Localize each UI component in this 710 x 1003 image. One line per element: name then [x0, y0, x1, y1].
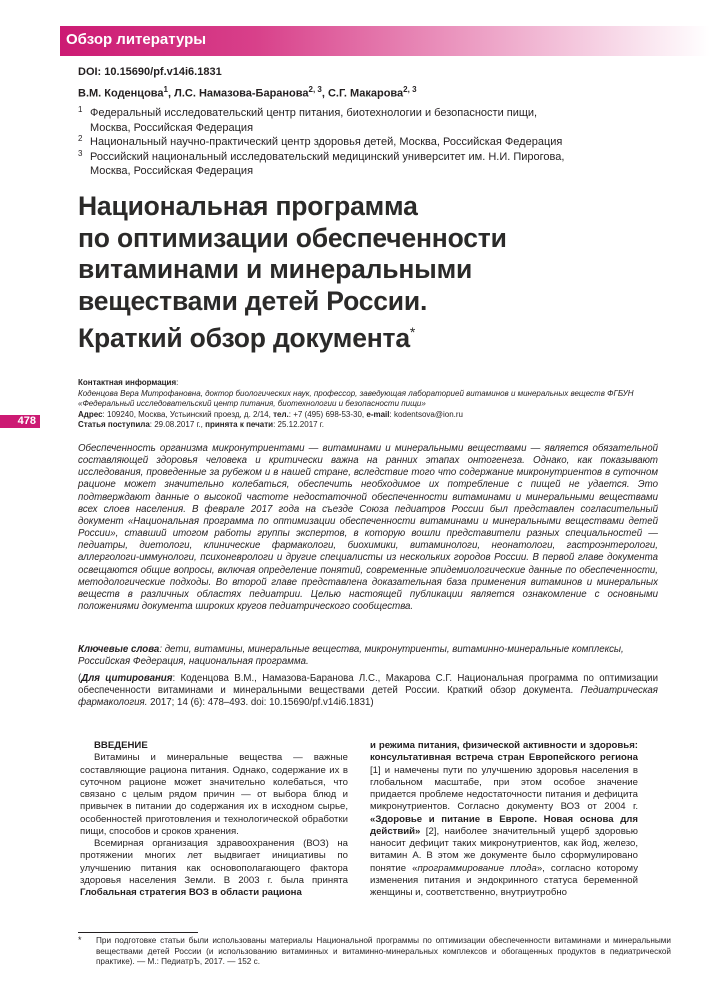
paragraph: и режима питания, физической активности и здоровья: консультативная встреча стран Европейского региона [1] и намечены пути по улучшению здоровья населения в глобальном масштабе, при этом особое значение придается проблеме недостаточности питания и дефицита микронутриентов. Согласно документу ВОЗ от 2004 г. «Здоровье и питание в Европе. Новая основа для действий» [2], наиболее значительный ущерб здоровью наносит дефицит таких микронутриентов, как йод, железо, витамин А. В этом же документе было сформулировано понятие «программирование плода», согласно которому изменения питания и эндокринного статуса беременной женщины и, соответственно, внутриутробно [370, 740, 639, 898]
keywords: Ключевые слова: дети, витамины, минеральные вещества, микронутриенты, витаминно-минеральные комплексы, Российская Федерация, национальная программа. [78, 644, 624, 668]
contact-person: Коденцова Вера Митрофановна, доктор биологических наук, профессор, заведующая лабораторией витаминов и минеральных веществ ФГБУН «Федеральный исследовательский центр питания, биотехнологии и безопасности пищи» [78, 388, 634, 409]
page-number: 478 [0, 415, 40, 428]
article-title: Национальная программа по оптимизации обеспеченности витаминами и минеральными веществами детей России. Краткий обзор документа* [78, 191, 507, 353]
email-link[interactable]: kodentsova@ion.ru [393, 409, 464, 419]
paragraph: Витамины и минеральные вещества — важные составляющие рациона питания. Однако, содержание их в суточном рационе может значительно колебаться, что связано с целым рядом причин — от выбора блюд и привычек в питании до содержания их в исходном сырье, особенностей приготовления и технологической обработки пищи, способов и сроков хранения. [80, 752, 348, 837]
contact-info: Контактная информация: Коденцова Вера Митрофановна, доктор биологических наук, профессор, заведующая лабораторией витаминов и минеральных веществ ФГБУН «Федеральный исследовательский центр питания, биотехнологии и безопасности пищи» Адрес: 109240, Москва, Устьинский проезд, д. 2/14, тел.: +7 (495) 698-53-30, e-mail: kodentsova@ion.ru Статья поступила: 29.08.2017 г., принята к печати: 25.12.2017 г. [78, 378, 634, 430]
doi[interactable]: DOI: 10.15690/pf.v14i6.1831 [78, 66, 222, 78]
affiliation-3: 3 Российский национальный исследовательский медицинский университет им. Н.И. Пирогова, Москва, Российская Федерация [78, 148, 565, 178]
footnote-marker[interactable]: * [409, 324, 416, 340]
author-name: В.М. Коденцова [78, 87, 164, 100]
affiliation-2: 2 Национальный научно-практический центр здоровья детей, Москва, Российская Федерация [78, 134, 563, 149]
affiliation-1: 1 Федеральный исследовательский центр питания, биотехнологии и безопасности пищи, Москва, Российская Федерация [78, 105, 538, 134]
footnote-star: * [78, 935, 82, 945]
paragraph: Всемирная организация здравоохранения (ВОЗ) на протяжении многих лет выдвигает инициативы по улучшению питания как основополагающего фактора здоровья населения Земли. В 2003 г. была принята Глобальная стратегия ВОЗ в области рациона [80, 838, 348, 898]
section-title: Обзор литературы [66, 31, 207, 48]
section-banner [60, 26, 710, 56]
affiliations [78, 106, 678, 179]
author-list: В.М. Коденцова$^1$, Л.С. Намазова-Баранова$^{2, 3}$, С.Г. Макарова$^{2, 3}$ [78, 85, 417, 100]
footnote-divider [78, 932, 198, 933]
body-column-left [80, 740, 348, 899]
abstract: Обеспеченность организма микронутриентами — витаминами и минеральными веществами — является обязательной составляющей здоровья человека и критически важна на ранних этапах онтогенеза. Однако, как показывают исследования, проведенные за рубежом и в нашей стране, вследствие того что содержание микронутриентов в суточном рационе может значительно колебаться, обеспечить необходимое их потребление с пищей не удается. Это подтверждают данные о высокой частоте недостаточной обеспеченности витаминами и минеральными веществами всех слоев населения. В феврале 2017 года на съезде Союза педиатров России был представлен согласительный документ «Национальная программа по оптимизации обеспеченности витаминами и минеральными веществами детей России», ставший итогом работы группы экспертов, в которую вошли представители разных специальностей — педиатры, диетологи, клинические фармакологи, биохимики, витаминологи, неонатологи, гастроэнтерологи, аллергологи-иммунологи, психоневрологи и другие специалисты из нескольких городов России. В первой главе документа освещаются общие вопросы, включая определение понятий, современные эпидемиологические данные по обеспеченности, методологические подходы. Во второй главе представлена доказательная база применения витаминов и минеральных веществ в различных областях педиатрии. Целью настоящей публикации является ознакомление с основными положениями документа широких кругов педиатрического сообщества. [78, 443, 658, 613]
author-name: С.Г. Макарова [327, 87, 404, 100]
author-name: Л.С. Намазова-Баранова [174, 87, 309, 100]
footnote: При подготовке статьи были использованы материалы Национальной программы по оптимизации обеспеченности витаминами и минеральными веществами детей России (и использованию витаминных и витаминно-минеральных комплексов и обогащенных продуктов в педиатрической практике). — М.: ПедиатрЪ, 2017. — 152 с. [96, 936, 671, 967]
citation: (Для цитирования: Коденцова В.М., Намазова-Баранова Л.С., Макарова С.Г. Национальная программа по оптимизации обеспеченности витаминами и минеральными веществами детей России. Краткий обзор документа. Педиатрическая фармакология. 2017; 14 (6): 478–493. doi: 10.15690/pf.v14i6.1831) [78, 673, 659, 709]
body-column-right [370, 740, 638, 899]
section-heading: ВВЕДЕНИЕ [94, 740, 148, 751]
